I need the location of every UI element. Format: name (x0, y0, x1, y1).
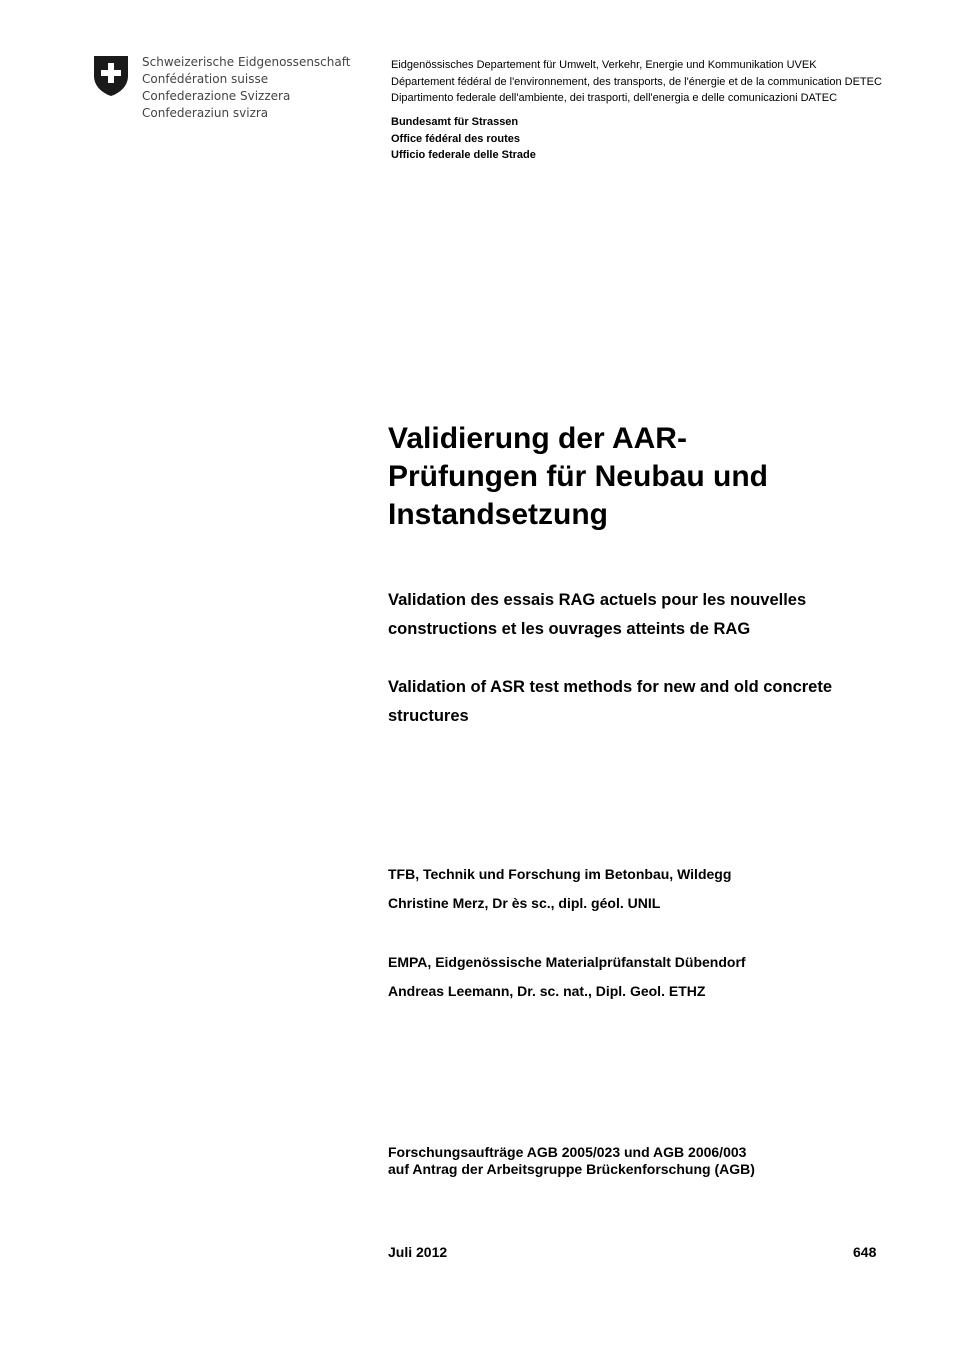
contract-line-2: auf Antrag der Arbeitsgruppe Brückenforschung (AGB) (388, 1161, 755, 1177)
department-line-fr: Département fédéral de l'environnement, des transports, de l'énergie et de la communication DETEC (391, 75, 882, 88)
contract-info (388, 1144, 755, 1178)
author-institution-tfb: TFB, Technik und Forschung im Betonbau, Wildegg (388, 866, 732, 882)
subtitle-en-line-2: structures (388, 707, 469, 725)
subtitle-en-line-1: Validation of ASR test methods for new and old concrete (388, 678, 833, 696)
author-person-leemann: Andreas Leemann, Dr. sc. nat., Dipl. Geol. ETHZ (388, 983, 706, 999)
title-line-2: Prüfungen für Neubau und (388, 460, 768, 493)
confederation-name-fr: Confédération suisse (142, 72, 269, 86)
department-block (391, 57, 882, 107)
title-line-3: Instandsetzung (388, 498, 609, 531)
subtitle-fr-line-1: Validation des essais RAG actuels pour les nouvelles (388, 591, 807, 609)
title-line-1: Validierung der AAR- (388, 422, 687, 455)
confederation-name-de: Schweizerische Eidgenossenschaft (142, 55, 351, 69)
author-institution-empa: EMPA, Eidgenössische Materialprüfanstalt Dübendorf (388, 954, 746, 970)
contract-line-1: Forschungsaufträge AGB 2005/023 und AGB 2006/003 (388, 1144, 747, 1160)
swiss-shield-icon (92, 54, 130, 98)
subtitle-english (388, 673, 928, 731)
office-line-fr: Office fédéral des routes (391, 132, 520, 145)
confederation-name-rm: Confederaziun svizra (142, 106, 269, 120)
office-line-it: Ufficio federale delle Strade (391, 149, 536, 161)
publication-date: Juli 2012 (388, 1244, 448, 1260)
department-line-de: Eidgenössisches Departement für Umwelt, Verkehr, Energie und Kommunikation UVEK (391, 59, 817, 71)
author-person-merz: Christine Merz, Dr ès sc., dipl. géol. UNIL (388, 895, 661, 911)
office-block (391, 114, 536, 164)
confederation-name-it: Confederazione Svizzera (142, 89, 291, 103)
office-line-de: Bundesamt für Strassen (391, 116, 519, 128)
subtitle-fr-line-2: constructions et les ouvrages atteints de RAG (388, 620, 751, 638)
department-line-it: Dipartimento federale dell'ambiente, dei trasporti, dell'energia e delle comunicazioni DATEC (391, 92, 838, 104)
report-title (388, 420, 908, 534)
subtitle-french (388, 586, 928, 644)
report-number: 648 (853, 1244, 877, 1260)
confederation-names (142, 54, 350, 122)
